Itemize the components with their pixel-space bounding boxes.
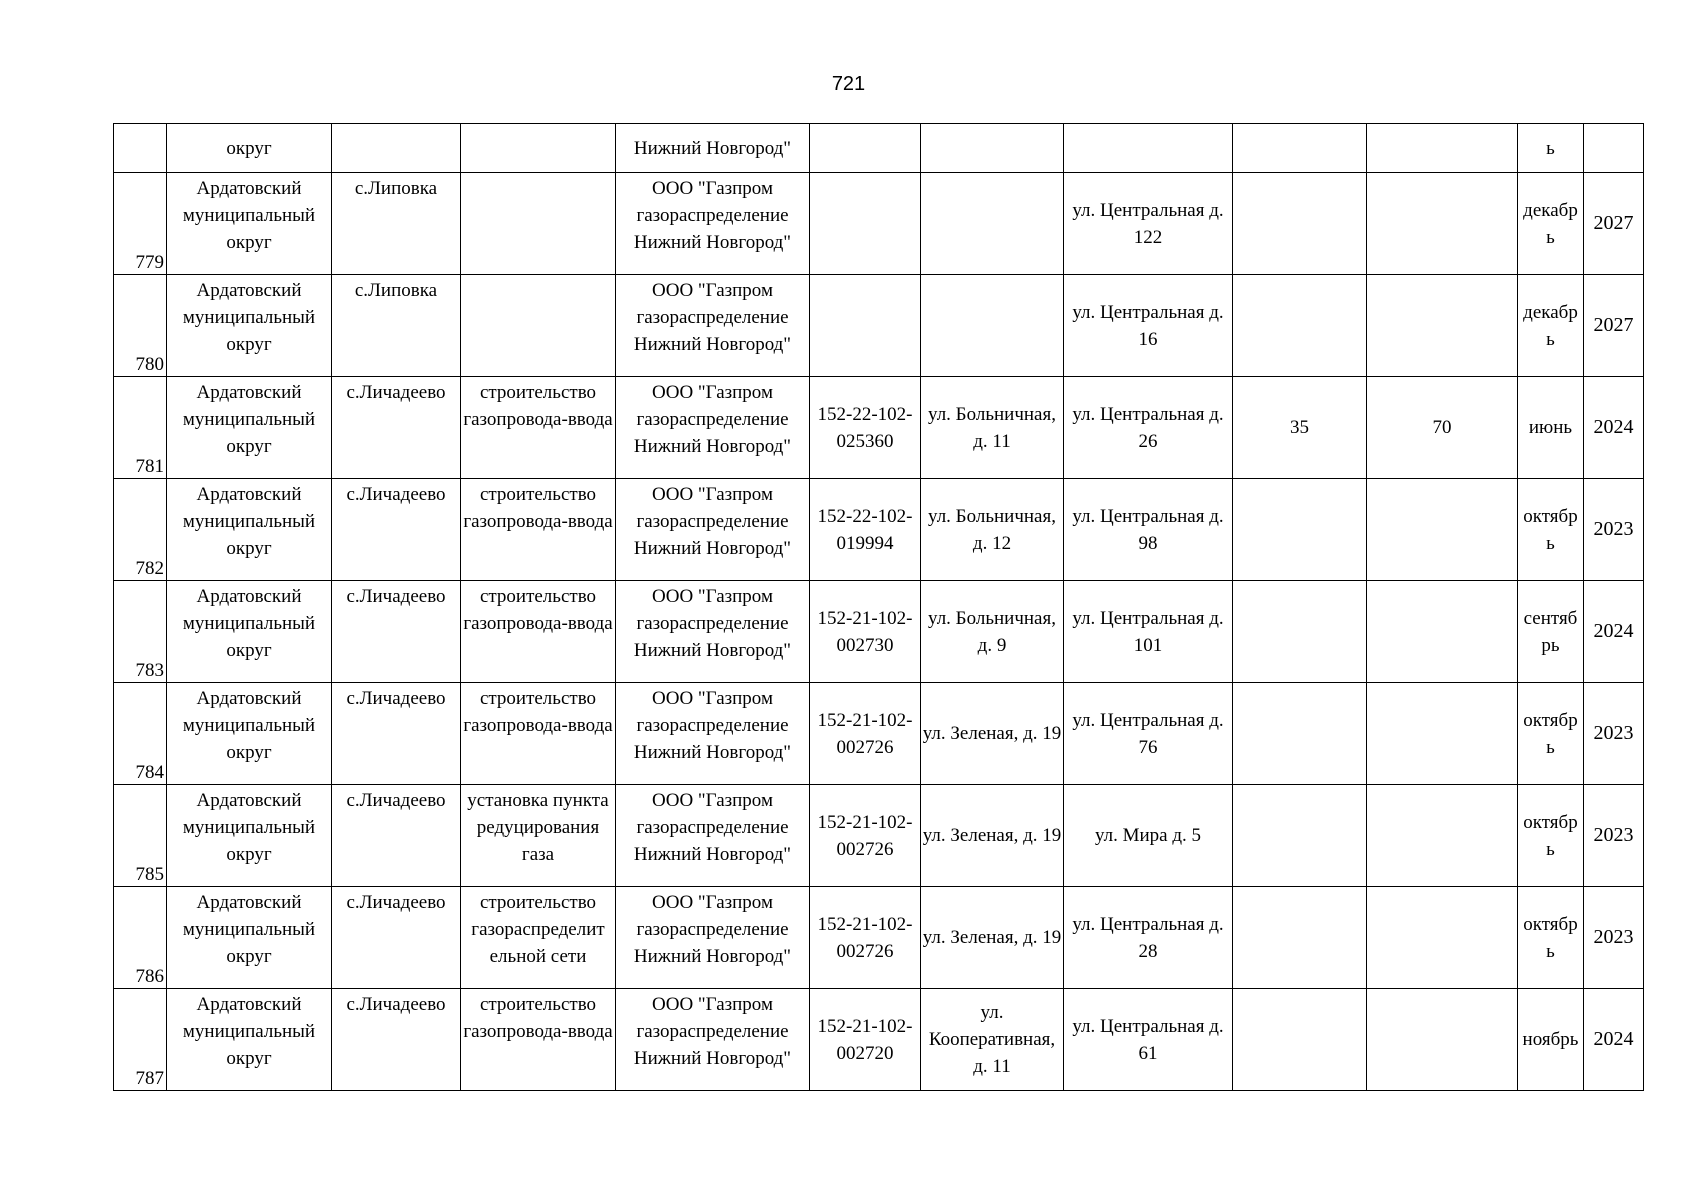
cell-org: ООО "Газпром газораспределение Нижний Новгород": [616, 683, 810, 785]
cell-work: строительство газораспределит ельной сети: [461, 887, 616, 989]
cell-source: ул. Больничная, д. 12: [921, 479, 1064, 581]
table-row: [114, 785, 1644, 887]
cell-month: декабр ь: [1518, 173, 1584, 275]
cell-year: 2023: [1584, 887, 1644, 989]
cell-num: 782: [114, 479, 167, 581]
cell-month: сентяб рь: [1518, 581, 1584, 683]
cell-v2: [1367, 173, 1518, 275]
cell-code: 152-21-102-002730: [810, 581, 921, 683]
cell-year: [1584, 124, 1644, 173]
cell-v1: [1233, 479, 1367, 581]
cell-org: ООО "Газпром газораспределение Нижний Новгород": [616, 275, 810, 377]
cell-work: [461, 124, 616, 173]
gas-connection-table: [113, 123, 1644, 1091]
cell-month: октябр ь: [1518, 683, 1584, 785]
cell-settlement: [332, 124, 461, 173]
cell-address: [1064, 124, 1233, 173]
cell-month: октябр ь: [1518, 479, 1584, 581]
cell-address: ул. Центральная д. 122: [1064, 173, 1233, 275]
cell-code: 152-21-102-002726: [810, 785, 921, 887]
cell-num: [114, 124, 167, 173]
cell-code: 152-21-102-002720: [810, 989, 921, 1091]
cell-year: 2027: [1584, 275, 1644, 377]
cell-settlement: с.Личадеево: [332, 479, 461, 581]
cell-year: 2024: [1584, 989, 1644, 1091]
cell-v1: [1233, 683, 1367, 785]
cell-source: ул. Зеленая, д. 19: [921, 887, 1064, 989]
cell-org: ООО "Газпром газораспределение Нижний Новгород": [616, 479, 810, 581]
cell-v1: [1233, 275, 1367, 377]
cell-code: 152-21-102-002726: [810, 887, 921, 989]
cell-num: 786: [114, 887, 167, 989]
cell-code: 152-22-102-025360: [810, 377, 921, 479]
cell-month: октябр ь: [1518, 887, 1584, 989]
table-row: [114, 479, 1644, 581]
table-row: [114, 173, 1644, 275]
cell-year: 2027: [1584, 173, 1644, 275]
cell-code: [810, 173, 921, 275]
cell-v2: [1367, 124, 1518, 173]
cell-year: 2024: [1584, 377, 1644, 479]
cell-district: округ: [167, 124, 332, 173]
cell-district: Ардатовский муниципальный округ: [167, 785, 332, 887]
cell-v1: [1233, 581, 1367, 683]
cell-code: [810, 275, 921, 377]
cell-num: 787: [114, 989, 167, 1091]
cell-code: [810, 124, 921, 173]
cell-address: ул. Центральная д. 61: [1064, 989, 1233, 1091]
cell-address: ул. Центральная д. 98: [1064, 479, 1233, 581]
cell-settlement: с.Личадеево: [332, 377, 461, 479]
cell-year: 2023: [1584, 785, 1644, 887]
table-row: [114, 377, 1644, 479]
cell-v1: [1233, 989, 1367, 1091]
cell-work: установка пункта редуцирования газа: [461, 785, 616, 887]
cell-source: [921, 124, 1064, 173]
cell-v2: [1367, 887, 1518, 989]
cell-settlement: с.Личадеево: [332, 785, 461, 887]
cell-year: 2023: [1584, 479, 1644, 581]
cell-work: строительство газопровода-ввода: [461, 989, 616, 1091]
cell-district: Ардатовский муниципальный округ: [167, 581, 332, 683]
cell-month: октябр ь: [1518, 785, 1584, 887]
cell-address: ул. Мира д. 5: [1064, 785, 1233, 887]
cell-settlement: с.Личадеево: [332, 887, 461, 989]
cell-settlement: с.Липовка: [332, 173, 461, 275]
cell-district: Ардатовский муниципальный округ: [167, 683, 332, 785]
cell-v2: [1367, 989, 1518, 1091]
cell-v1: [1233, 887, 1367, 989]
cell-address: ул. Центральная д. 16: [1064, 275, 1233, 377]
cell-v2: [1367, 683, 1518, 785]
cell-v1: [1233, 124, 1367, 173]
cell-org: ООО "Газпром газораспределение Нижний Новгород": [616, 785, 810, 887]
cell-work: [461, 275, 616, 377]
cell-v2: [1367, 785, 1518, 887]
cell-v2: 70: [1367, 377, 1518, 479]
cell-v2: [1367, 581, 1518, 683]
cell-district: Ардатовский муниципальный округ: [167, 377, 332, 479]
cell-v1: [1233, 785, 1367, 887]
cell-month: декабр ь: [1518, 275, 1584, 377]
cell-settlement: с.Личадеево: [332, 989, 461, 1091]
cell-code: 152-21-102-002726: [810, 683, 921, 785]
cell-num: 779: [114, 173, 167, 275]
cell-district: Ардатовский муниципальный округ: [167, 989, 332, 1091]
cell-org: ООО "Газпром газораспределение Нижний Новгород": [616, 887, 810, 989]
table-row: [114, 989, 1644, 1091]
table-row: [114, 581, 1644, 683]
cell-address: ул. Центральная д. 76: [1064, 683, 1233, 785]
cell-settlement: с.Личадеево: [332, 683, 461, 785]
cell-source: [921, 173, 1064, 275]
cell-org: ООО "Газпром газораспределение Нижний Новгород": [616, 377, 810, 479]
cell-org: Нижний Новгород": [616, 124, 810, 173]
cell-work: [461, 173, 616, 275]
cell-settlement: с.Липовка: [332, 275, 461, 377]
cell-source: ул. Больничная, д. 11: [921, 377, 1064, 479]
cell-work: строительство газопровода-ввода: [461, 683, 616, 785]
cell-source: ул. Зеленая, д. 19: [921, 785, 1064, 887]
cell-v1: 35: [1233, 377, 1367, 479]
cell-num: 784: [114, 683, 167, 785]
table-row-continued: [114, 124, 1644, 173]
cell-year: 2024: [1584, 581, 1644, 683]
cell-source: ул. Зеленая, д. 19: [921, 683, 1064, 785]
page-number: 721: [831, 73, 866, 95]
cell-year: 2023: [1584, 683, 1644, 785]
cell-district: Ардатовский муниципальный округ: [167, 479, 332, 581]
cell-code: 152-22-102-019994: [810, 479, 921, 581]
cell-settlement: с.Личадеево: [332, 581, 461, 683]
cell-address: ул. Центральная д. 28: [1064, 887, 1233, 989]
cell-v1: [1233, 173, 1367, 275]
cell-num: 781: [114, 377, 167, 479]
cell-source: [921, 275, 1064, 377]
cell-month: ноябрь: [1518, 989, 1584, 1091]
table-row: [114, 683, 1644, 785]
cell-org: ООО "Газпром газораспределение Нижний Новгород": [616, 989, 810, 1091]
table-row: [114, 887, 1644, 989]
cell-source: ул. Кооперативная, д. 11: [921, 989, 1064, 1091]
cell-district: Ардатовский муниципальный округ: [167, 275, 332, 377]
cell-v2: [1367, 479, 1518, 581]
cell-org: ООО "Газпром газораспределение Нижний Новгород": [616, 173, 810, 275]
cell-district: Ардатовский муниципальный округ: [167, 887, 332, 989]
table-row: [114, 275, 1644, 377]
cell-num: 783: [114, 581, 167, 683]
cell-org: ООО "Газпром газораспределение Нижний Новгород": [616, 581, 810, 683]
cell-v2: [1367, 275, 1518, 377]
cell-month: июнь: [1518, 377, 1584, 479]
cell-address: ул. Центральная д. 101: [1064, 581, 1233, 683]
cell-district: Ардатовский муниципальный округ: [167, 173, 332, 275]
cell-source: ул. Больничная, д. 9: [921, 581, 1064, 683]
cell-num: 785: [114, 785, 167, 887]
cell-work: строительство газопровода-ввода: [461, 581, 616, 683]
cell-work: строительство газопровода-ввода: [461, 479, 616, 581]
cell-num: 780: [114, 275, 167, 377]
cell-month: ь: [1518, 124, 1584, 173]
cell-address: ул. Центральная д. 26: [1064, 377, 1233, 479]
cell-work: строительство газопровода-ввода: [461, 377, 616, 479]
